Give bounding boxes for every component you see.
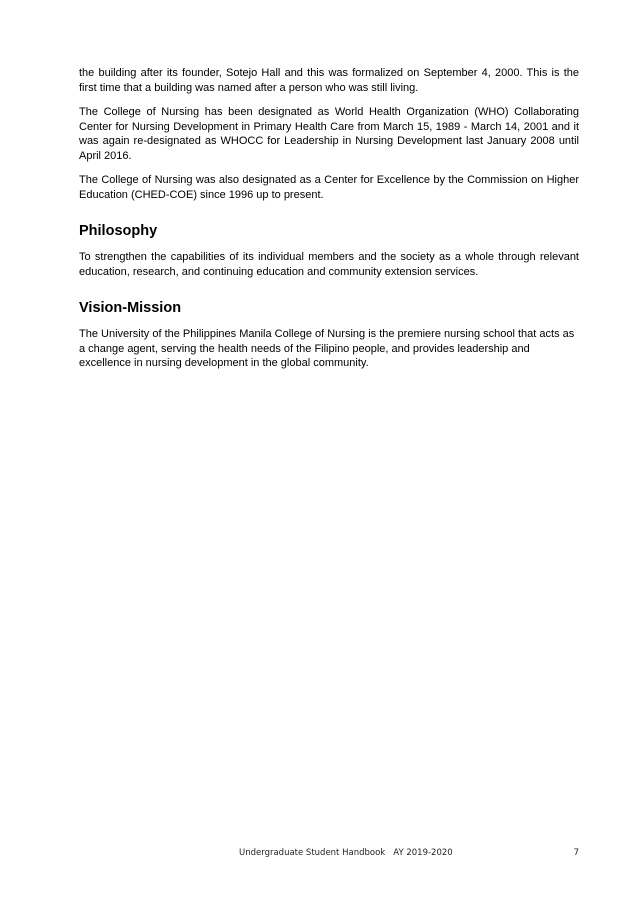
vision-mission-text: The University of the Philippines Manila College of Nursing is the premiere nursing school that acts as a change agent, serving the health needs of the Filipino people, and provides leadership and excellence in nursing development in the global community. [79,328,575,369]
paragraph-who-collaborating-center: The College of Nursing has been designated as World Health Organization (WHO) Collaborating Center for Nursing Development in Primary Health Care from March 15, 1989 - March 14, 2001 and it was again re-designated as WHOCC for Leadership in Nursing Development last January 2008 until April 2016. [79,106,579,162]
paragraph-sotejo-hall: the building after its founder, Sotejo Hall and this was formalized on September 4, 2000. This is the first time that a building was named after a person who was still living. [79,67,579,94]
philosophy-heading: Philosophy [79,223,158,239]
footer-handbook-title: Undergraduate Student Handbook AY 2019-2020 [239,848,453,858]
paragraph-ched-coe: The College of Nursing was also designated as a Center for Excellence by the Commission on Higher Education (CHED-COE) since 1996 up to present. [79,174,579,201]
page-content [79,66,579,381]
philosophy-text: To strengthen the capabilities of its individual members and the society as a whole through relevant education, research, and continuing education and community extension services. [79,251,579,278]
page-number: 7 [573,848,579,858]
vision-mission-heading: Vision-Mission [79,300,182,316]
